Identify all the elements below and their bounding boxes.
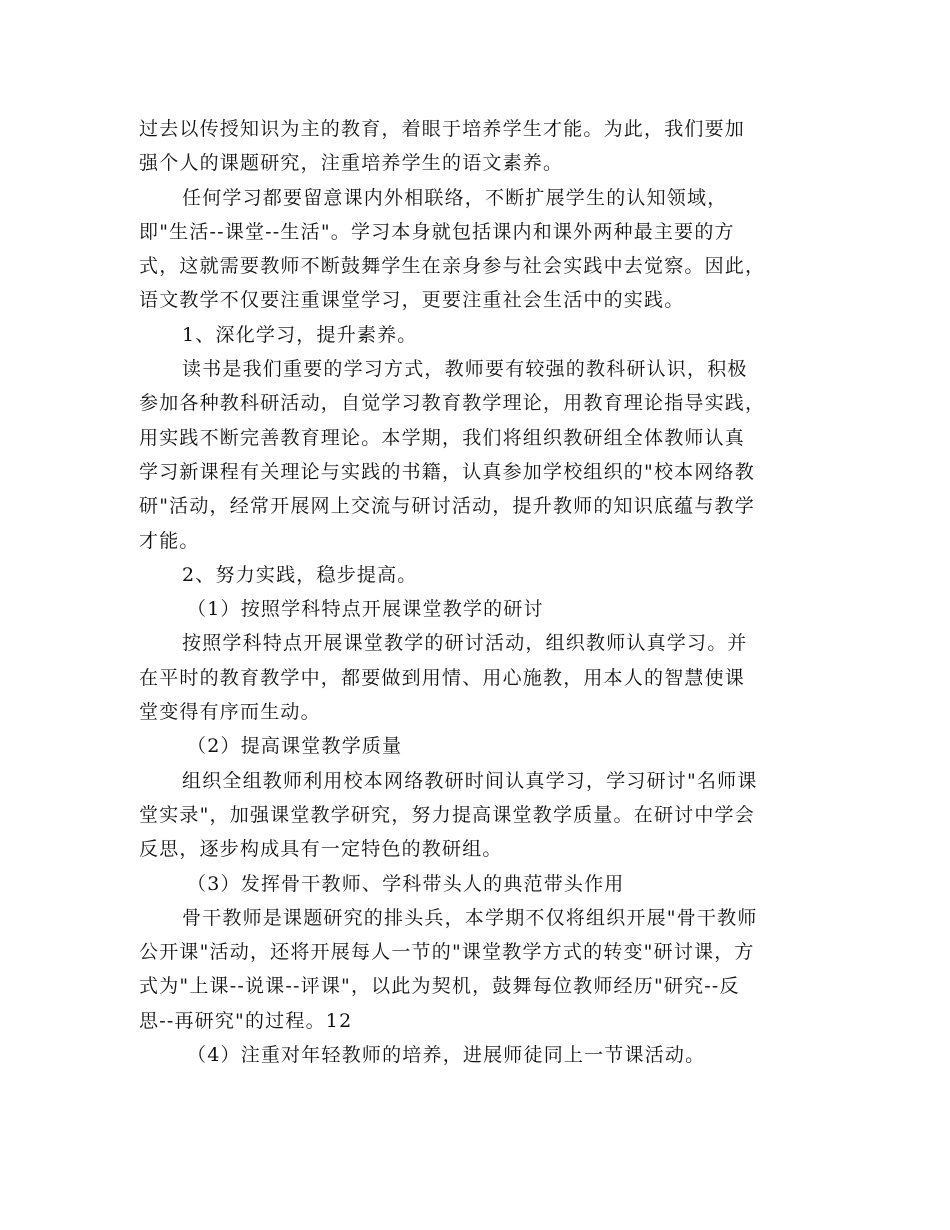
subsection-heading: （2）提高课堂教学质量	[187, 735, 403, 758]
body-text-line: 思--再研究"的过程。12	[139, 1009, 353, 1032]
body-text-line: 式为"上课--说课--评课"，以此为契机，鼓舞每位教师经历"研究--反	[139, 975, 740, 998]
paragraph-start-line: 按照学科特点开展课堂教学的研讨活动，组织教师认真学习。并	[182, 632, 748, 655]
body-text-line: 用实践不断完善教育理论。本学期，我们将组织教研组全体教师认真	[139, 426, 746, 449]
body-text-line: 参加各种教科研活动，自觉学习教育教学理论，用教育理论指导实践，	[139, 392, 766, 415]
body-text-line: 即"生活--课堂--生活"。学习本身就包括课内和课外两种最主要的方	[139, 220, 735, 243]
body-text-line: 学习新课程有关理论与实践的书籍，认真参加学校组织的"校本网络教	[139, 460, 755, 483]
paragraph-start-line: 骨干教师是课题研究的排头兵，本学期不仅将组织开展"骨干教师	[182, 906, 758, 929]
body-text-line: 过去以传授知识为主的教育，着眼于培养学生才能。为此，我们要加	[139, 118, 746, 140]
paragraph-start-line: 读书是我们重要的学习方式，教师要有较强的教科研认识，积极	[182, 358, 748, 381]
body-text-line: 在平时的教育教学中，都要做到用情、用心施教，用本人的智慧使课	[139, 666, 746, 689]
body-text-line: 公开课"活动，还将开展每人一节的"课堂教学方式的转变"研讨课，方	[139, 941, 755, 964]
body-text-line: 堂实录"，加强课堂教学研究，努力提高课堂教学质量。在研讨中学会	[139, 803, 755, 826]
body-text-line: 强个人的课题研究，注重培养学生的语文素养。	[139, 152, 564, 175]
subsection-heading: （4）注重对年轻教师的培养，进展师徒同上一节课活动。	[187, 1044, 706, 1067]
body-text-line: 才能。	[139, 529, 200, 552]
section-heading: 1、深化学习，提升素养。	[182, 323, 418, 346]
body-text-line: 式，这就需要教师不断鼓舞学生在亲身参与社会实践中去觉察。因此，	[139, 255, 766, 278]
body-text-line: 研"活动，经常开展网上交流与研讨活动，提升教师的知识底蕴与教学	[139, 495, 755, 518]
body-text-line: 语文教学不仅要注重课堂学习，更要注重社会生活中的实践。	[139, 289, 685, 312]
subsection-heading: （1）按照学科特点开展课堂教学的研讨	[187, 598, 544, 621]
paragraph-start-line: 任何学习都要留意课内外相联络，不断扩展学生的认知领域，	[182, 186, 728, 209]
paragraph-start-line: 组织全组教师利用校本网络教研时间认真学习，学习研讨"名师课	[182, 769, 758, 792]
section-heading: 2、努力实践，稳步提高。	[182, 563, 418, 586]
body-text-line: 堂变得有序而生动。	[139, 701, 321, 724]
document-page	[139, 112, 819, 1072]
body-text-line: 反思，逐步构成具有一定特色的教研组。	[139, 838, 503, 861]
subsection-heading: （3）发挥骨干教师、学科带头人的典范带头作用	[187, 872, 625, 895]
